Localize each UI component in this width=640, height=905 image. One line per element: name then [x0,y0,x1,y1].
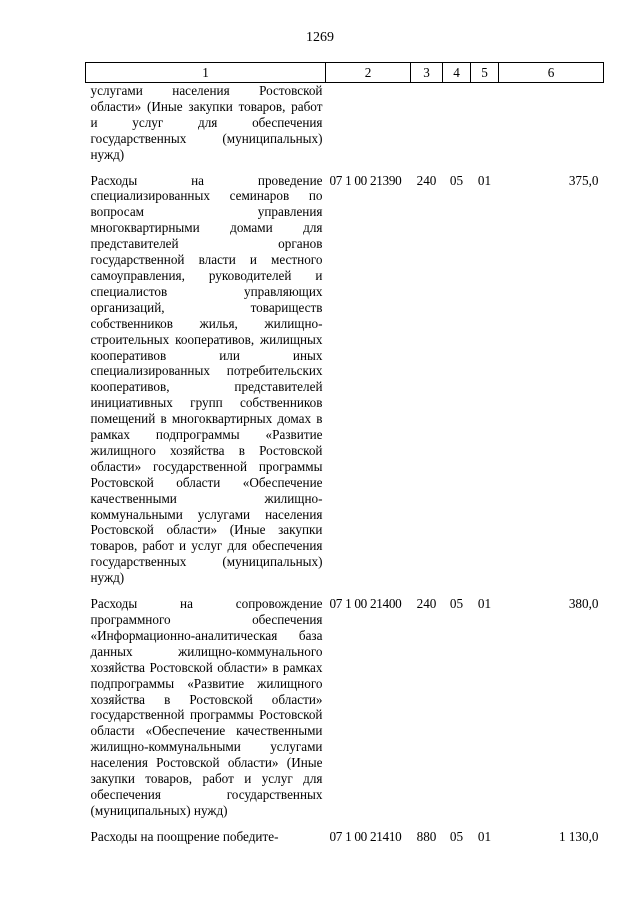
column-number-row [86,63,604,83]
target-article-code [326,83,411,163]
column-header-pr: 5 [471,63,499,83]
table-row [86,83,604,163]
column-header-csr: 2 [326,63,411,83]
target-article-code: 07 1 00 21400 [329,596,402,612]
expense-name: Расходы на сопровождение программного обеспечения «Информационно-аналитическая база данных жилищно-коммунального хозяйства Ростовской области» в рамках подпрограммы «Развитие жилищного хозяйства в Ростовской области» государственной программы Ростовской области «Обеспечение качественными жилищно-коммунальными услугами населения Ростовской области» (Иные закупки товаров, работ и услуг для обеспечения государственных (муниципальных) нужд) [90,596,323,818]
column-header-name: 1 [86,63,326,83]
expense-type-code: 240 [416,596,437,612]
target-article-code: 07 1 00 21390 [329,172,402,188]
expense-type-code: 880 [416,828,437,844]
expense-name: услугами населения Ростовской области» (Иные закупки товаров, работ и услуг для обеспечения государственных (муниципальных) нужд) [90,83,323,162]
expense-type-code [411,83,443,163]
budget-table [85,62,604,845]
amount: 375,0 [568,172,599,188]
column-header-vr: 3 [411,63,443,83]
target-article-code: 07 1 00 21410 [329,828,402,844]
amount [499,83,604,163]
subsection-code: 01 [477,172,492,188]
subsection-code: 01 [477,828,492,844]
section-code: 05 [449,596,464,612]
subsection-code: 01 [477,596,492,612]
subsection-code [471,83,499,163]
column-header-rz: 4 [443,63,471,83]
table-row [86,173,604,587]
table-row [86,596,604,819]
amount: 1 130,0 [558,828,599,844]
expense-name: Расходы на проведение специализированных семинаров по вопросам управления многоквартирными домами для представителей органов государственной власти и местного самоуправления, руководителей и специалистов управляющих организаций, товариществ собственников жилья, жилищно-строительных кооперативов, жилищных кооперативов или иных специализированных потребительских кооперативов, представителей инициативных групп собственников помещений в многоквартирных домах в рамках подпрограммы «Развитие жилищного хозяйства в Ростовской области» государственной программы Ростовской области «Обеспечение качественными жилищно-коммунальными услугами населения Ростовской области» (Иные закупки товаров, работ и услуг для обеспечения государственных (муниципальных) нужд) [90,172,323,586]
amount: 380,0 [568,596,599,612]
column-header-sum: 6 [499,63,604,83]
section-code [443,83,471,163]
table-row [86,829,604,845]
expense-type-code: 240 [416,172,437,188]
section-code: 05 [449,828,464,844]
page-number: 1269 [306,30,334,45]
expense-name: Расходы на поощрение победите- [90,828,279,844]
section-code: 05 [449,172,464,188]
